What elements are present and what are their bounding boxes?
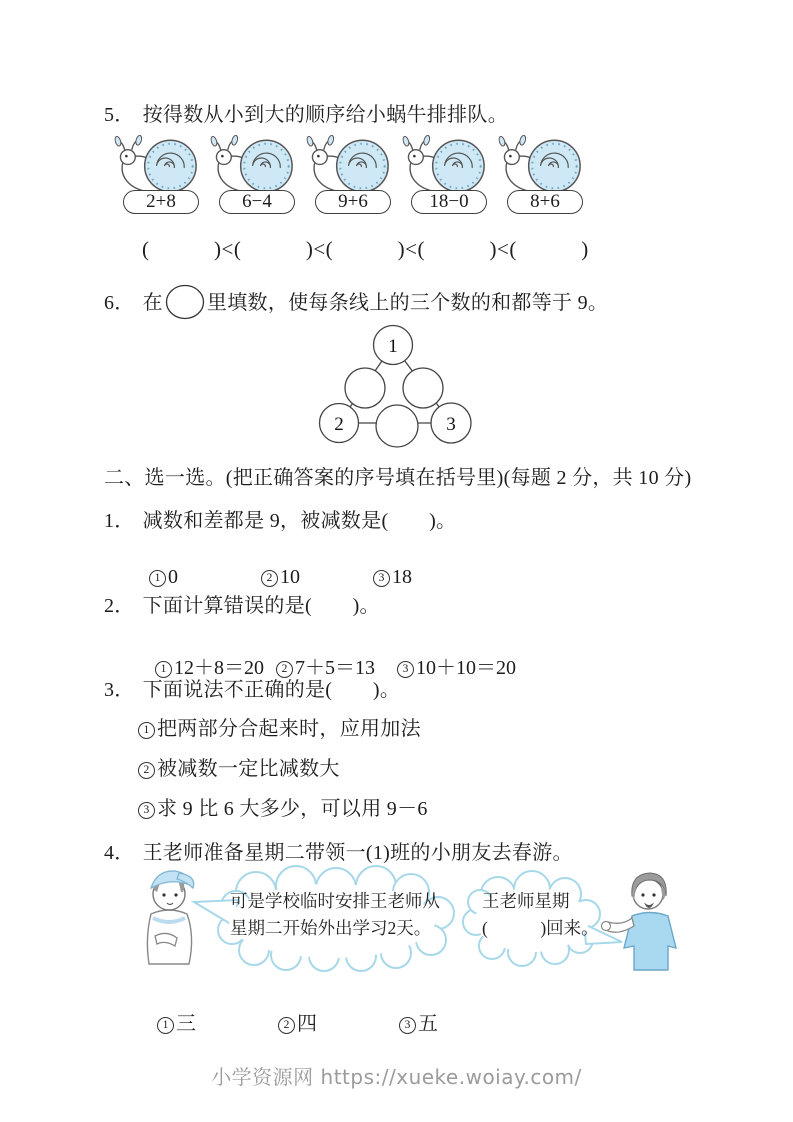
option-3 bbox=[373, 566, 485, 589]
choice-question-2 bbox=[104, 589, 380, 618]
right-bubble-line-1: 王老师星期 bbox=[482, 891, 570, 911]
choice-2-text: 下面计算错误的是( )。 bbox=[142, 595, 380, 617]
footer bbox=[0, 1061, 793, 1090]
snail-label-18minus0: 18−0 bbox=[411, 190, 487, 214]
snail-item bbox=[498, 135, 592, 214]
snail-item bbox=[210, 135, 304, 214]
option-2-text: 7＋5＝13 bbox=[295, 657, 375, 679]
choice-3-option-2 bbox=[138, 752, 340, 781]
snail-icon bbox=[114, 135, 208, 193]
choice-1-number: 1． bbox=[104, 510, 135, 532]
right-speech-bubble bbox=[460, 874, 605, 968]
option-3-text: 10＋10＝20 bbox=[416, 657, 516, 679]
choice-3-text: 下面说法不正确的是( )。 bbox=[142, 679, 401, 701]
circled-number-icon: 1 bbox=[157, 1017, 174, 1034]
triangle-value-top: 1 bbox=[388, 336, 398, 357]
circled-number-icon: 2 bbox=[138, 762, 155, 779]
snail-icon bbox=[402, 135, 496, 193]
choice-4-options bbox=[137, 984, 520, 1059]
snail-item bbox=[402, 135, 496, 214]
left-bubble-line-1: 可是学校临时安排王老师从 bbox=[230, 891, 440, 911]
question-5 bbox=[104, 98, 508, 127]
choice-3-number: 3． bbox=[104, 679, 135, 701]
option-1 bbox=[157, 1007, 278, 1036]
snail-item bbox=[114, 135, 208, 214]
question-5-text: 按得数从小到大的顺序给小蜗牛排排队。 bbox=[142, 104, 509, 126]
section-2-title: 二、选一选。(把正确答案的序号填在括号里)(每题 2 分，共 10 分) bbox=[104, 467, 692, 489]
circled-number-icon: 3 bbox=[138, 802, 155, 819]
left-bubble-line-2: 星期二开始外出学习2天。 bbox=[230, 918, 432, 938]
option-3-text: 求 9 比 6 大多少，可以用 9－6 bbox=[157, 798, 428, 820]
footer-site-link[interactable]: 小学资源网 https://xueke.woiay.com/ bbox=[211, 1065, 582, 1089]
snail-label-9plus6: 9+6 bbox=[315, 190, 391, 214]
option-1-text: 12＋8＝20 bbox=[174, 657, 264, 679]
option-2-text: 被减数一定比减数大 bbox=[157, 758, 340, 780]
circled-number-icon: 3 bbox=[399, 1017, 416, 1034]
option-2 bbox=[261, 566, 373, 589]
option-2-text: 四 bbox=[297, 1013, 317, 1035]
option-1-text: 0 bbox=[168, 566, 178, 588]
option-2-text: 10 bbox=[280, 566, 300, 588]
choice-1-text: 减数和差都是 9，被减数是( )。 bbox=[142, 510, 457, 532]
triangle-number-diagram bbox=[294, 324, 498, 452]
question-6-text-after: 里填数，使每条线上的三个数的和都等于 9。 bbox=[206, 292, 609, 314]
question-6 bbox=[104, 284, 608, 320]
left-speech-bubble bbox=[206, 868, 458, 972]
choice-question-3 bbox=[104, 673, 400, 702]
circle-mid-right bbox=[403, 368, 443, 408]
snail-label-6minus4: 6−4 bbox=[219, 190, 295, 214]
choice-4-number: 4． bbox=[104, 842, 135, 864]
circled-number-icon: 1 bbox=[138, 722, 155, 739]
option-3 bbox=[397, 651, 518, 680]
circled-number-icon: 2 bbox=[278, 1017, 295, 1034]
option-3 bbox=[399, 1007, 520, 1036]
triangle-value-bottom-left: 2 bbox=[334, 414, 344, 435]
circled-number-icon: 1 bbox=[155, 661, 172, 678]
right-bubble-line-2: ( )回来。 bbox=[482, 918, 599, 938]
ordering-blanks: ( )<( )<( )<( )<( ) bbox=[142, 237, 589, 261]
left-bubble-text bbox=[230, 888, 440, 942]
circled-number-icon: 3 bbox=[397, 661, 414, 678]
triangle-value-bottom-right: 3 bbox=[446, 414, 456, 435]
option-3-text: 18 bbox=[392, 566, 412, 588]
choice-3-option-3 bbox=[138, 792, 428, 821]
snail-icon bbox=[498, 135, 592, 193]
circle-mid-left bbox=[345, 368, 385, 408]
option-1 bbox=[149, 566, 261, 589]
circled-number-icon: 2 bbox=[261, 570, 278, 587]
circled-number-icon: 3 bbox=[373, 570, 390, 587]
snail-row bbox=[114, 135, 592, 214]
option-2 bbox=[278, 1007, 399, 1036]
circle-bottom-mid bbox=[376, 405, 418, 447]
blank-circle-icon bbox=[165, 284, 205, 320]
snail-label-2plus8: 2+8 bbox=[123, 190, 199, 214]
choice-2-number: 2． bbox=[104, 595, 135, 617]
question-6-number: 6． bbox=[104, 292, 135, 314]
snail-item bbox=[306, 135, 400, 214]
snail-label-8plus6: 8+6 bbox=[507, 190, 583, 214]
question-6-text-before: 在 bbox=[142, 292, 163, 314]
choice-4-text: 王老师准备星期二带领一(1)班的小朋友去春游。 bbox=[142, 842, 573, 864]
question-5-number: 5． bbox=[104, 104, 135, 126]
option-3-text: 五 bbox=[418, 1013, 438, 1035]
right-bubble-text bbox=[482, 888, 599, 942]
teacher-kid-illustration bbox=[121, 866, 213, 976]
choice-3-option-1 bbox=[138, 712, 421, 741]
circled-number-icon: 2 bbox=[276, 661, 293, 678]
snail-icon bbox=[210, 135, 304, 193]
choice-question-1 bbox=[104, 504, 456, 533]
choice-question-4 bbox=[104, 836, 573, 865]
circled-number-icon: 1 bbox=[149, 570, 166, 587]
option-1-text: 三 bbox=[176, 1013, 196, 1035]
snail-icon bbox=[306, 135, 400, 193]
option-1-text: 把两部分合起来时，应用加法 bbox=[157, 718, 421, 740]
student-kid-illustration bbox=[598, 866, 690, 978]
